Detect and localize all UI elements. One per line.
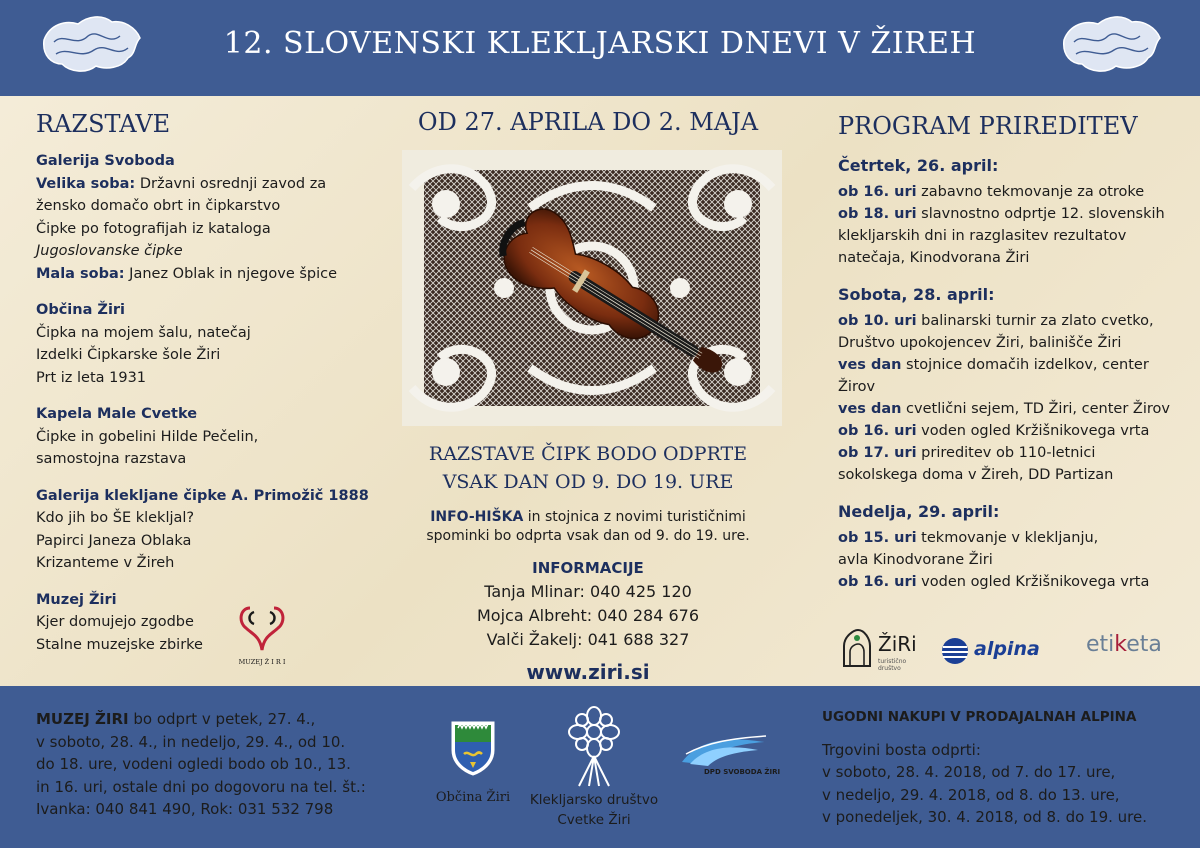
event-line: ves dan cvetlični sejem, TD Žiri, center Žirov bbox=[838, 401, 1170, 417]
event-line: ob 17. uri prireditev ob 110-letnici bbox=[838, 445, 1096, 461]
td-ziri-icon bbox=[838, 626, 876, 670]
group-line: Mala soba: Janez Oblak in njegove špice bbox=[36, 265, 338, 282]
alpina-shopping-block bbox=[822, 706, 1182, 829]
group-line: Čipke po fotografijah iz kataloga bbox=[36, 220, 271, 237]
alpina-globe-icon bbox=[940, 636, 970, 666]
exhibitions-column bbox=[36, 110, 396, 670]
group-line: Čipka na mojem šalu, natečaj bbox=[36, 324, 251, 341]
opening-hours-banner bbox=[392, 440, 784, 496]
etiketa-logo: etiketa bbox=[1086, 632, 1162, 657]
group-line: Stalne muzejske zbirke bbox=[36, 636, 203, 653]
website-link[interactable]: www.ziri.si bbox=[526, 660, 650, 684]
group-title: Muzej Žiri bbox=[36, 591, 117, 608]
event-line: sokolskega doma v Žireh, DD Partizan bbox=[838, 467, 1114, 483]
header-band bbox=[0, 0, 1200, 96]
group-title: Galerija Svoboda bbox=[36, 153, 175, 169]
museum-line: do 18. ure, vodeni ogledi bodo ob 10., 13. bbox=[36, 755, 351, 773]
group-line: Papirci Janeza Oblaka bbox=[36, 532, 192, 549]
museum-line: v soboto, 28. 4., in nedeljo, 29. 4., od 10. bbox=[36, 732, 346, 751]
day-title: Sobota, 28. april: bbox=[838, 285, 995, 304]
event-title: 12. SLOVENSKI KLEKLJARSKI DNEVI V ŽIREH bbox=[223, 26, 977, 61]
group-line: samostojna razstava bbox=[36, 451, 187, 467]
museum-line: in 16. uri, ostale dni po dogovoru na tel. št.: bbox=[36, 777, 366, 796]
event-line: ob 16. uri voden ogled Kržišnikovega vrta bbox=[838, 574, 1150, 590]
opening-line-2: VSAK DAN OD 9. DO 19. URE bbox=[442, 471, 734, 493]
alpina-line: Trgovini bosta odprti: bbox=[822, 740, 981, 759]
dpd-caption: DPD SVOBODA ŽIRI bbox=[704, 768, 781, 776]
event-line: natečaja, Kinodvorana Žiri bbox=[838, 250, 1030, 266]
group-line: žensko domačo obrt in čipkarstvo bbox=[36, 198, 281, 214]
alpina-line: v nedeljo, 29. 4. 2018, od 8. do 13. ure, bbox=[822, 785, 1120, 804]
info-line-1: INFO-HIŠKA in stojnica z novimi turističnimi bbox=[430, 509, 746, 525]
day-title: Četrtek, 26. april: bbox=[838, 156, 999, 175]
alpina-title: UGODNI NAKUPI V PRODAJALNAH ALPINA bbox=[822, 709, 1137, 725]
contact-line: Mojca Albreht: 040 284 676 bbox=[476, 606, 700, 625]
event-line: avla Kinodvorane Žiri bbox=[838, 552, 993, 568]
event-line: ob 18. uri slavnostno odprtje 12. slovenskih bbox=[838, 206, 1165, 222]
group-galerija-svoboda bbox=[36, 150, 396, 285]
group-line: Čipke in gobelini Hilde Pečelin, bbox=[36, 428, 259, 445]
event-line: ob 15. uri tekmovanje v klekljanju, bbox=[838, 530, 1099, 546]
exhibitions-heading: RAZSTAVE bbox=[36, 110, 171, 138]
dpd-svoboda-logo bbox=[678, 734, 788, 778]
info-hiska-text bbox=[392, 508, 784, 546]
museum-line: Ivanka: 040 841 490, Rok: 031 532 798 bbox=[36, 800, 334, 818]
td-ziri-logo: ŽiRi turistično društvo bbox=[838, 626, 924, 670]
museum-line: MUZEJ ŽIRI bo odprt v petek, 27. 4., bbox=[36, 710, 316, 728]
group-line: Kjer domujejo zgodbe bbox=[36, 614, 194, 630]
program-column bbox=[838, 112, 1178, 609]
contact-line: Tanja Mlinar: 040 425 120 bbox=[484, 582, 692, 601]
violin-on-lace-photo bbox=[400, 148, 784, 428]
opening-line-1: RAZSTAVE ČIPK BODO ODPRTE bbox=[428, 443, 748, 465]
contact-line: Valči Žakelj: 041 688 327 bbox=[486, 630, 690, 649]
drustvo-caption: Klekljarsko društvo Cvetke Žiri bbox=[529, 792, 659, 828]
day-sunday bbox=[838, 502, 1178, 593]
obcina-ziri-logo bbox=[428, 720, 518, 820]
muzej-ziri-logo-icon bbox=[232, 600, 292, 670]
coat-of-arms-icon bbox=[450, 720, 496, 776]
event-line: ob 16. uri zabavno tekmovanje za otroke bbox=[838, 184, 1145, 200]
contacts-block bbox=[392, 556, 784, 684]
lace-flower-icon bbox=[559, 706, 629, 790]
alpina-line: v soboto, 28. 4. 2018, od 7. do 17. ure, bbox=[822, 763, 1116, 781]
group-line: Jugoslovanske čipke bbox=[36, 243, 183, 259]
group-line: Velika soba: Državni osrednji zavod za bbox=[36, 175, 327, 192]
group-obcina-ziri bbox=[36, 299, 396, 389]
event-line: ob 16. uri voden ogled Kržišnikovega vrta bbox=[838, 423, 1150, 439]
contacts-title: INFORMACIJE bbox=[532, 559, 644, 577]
group-galerija-primozic bbox=[36, 485, 396, 575]
dpd-swoosh-icon bbox=[678, 734, 768, 768]
event-line: Žirov bbox=[838, 379, 876, 395]
day-title: Nedelja, 29. april: bbox=[838, 502, 1000, 521]
event-line: klekljarskih dni in razglasitev rezultatov bbox=[838, 228, 1127, 244]
group-title: Galerija klekljane čipke A. Primožič 1888 bbox=[36, 487, 369, 504]
alpina-logo: alpina bbox=[940, 636, 1080, 666]
museum-hours bbox=[36, 708, 416, 821]
event-line: Društvo upokojencev Žiri, balinišče Žiri bbox=[838, 335, 1122, 351]
sponsor-logos bbox=[838, 622, 1178, 672]
klekljarsko-drustvo-logo bbox=[524, 706, 664, 836]
group-title: Kapela Male Cvetke bbox=[36, 406, 198, 422]
event-dates: OD 27. APRILA DO 2. MAJA bbox=[417, 108, 759, 136]
slovenia-lace-map-icon-right bbox=[1056, 10, 1166, 80]
event-line: ob 10. uri balinarski turnir za zlato cvetko, bbox=[838, 313, 1154, 329]
svg-text:MUZEJ Ž I R I: MUZEJ Ž I R I bbox=[238, 658, 286, 666]
group-kapela bbox=[36, 403, 396, 471]
program-heading: PROGRAM PRIREDITEV bbox=[838, 112, 1138, 140]
group-line: Izdelki Čipkarske šole Žiri bbox=[36, 347, 221, 363]
group-line: Kdo jih bo ŠE klekljal? bbox=[36, 510, 195, 526]
day-saturday bbox=[838, 285, 1178, 486]
info-line-2: spominki bo odprta vsak dan od 9. do 19. ure. bbox=[426, 528, 750, 544]
event-line: ves dan stojnice domačih izdelkov, center bbox=[838, 357, 1149, 373]
obcina-caption: Občina Žiri bbox=[435, 790, 511, 805]
alpina-line: v ponedeljek, 30. 4. 2018, od 8. do 19. ure. bbox=[822, 808, 1148, 826]
center-column bbox=[392, 108, 784, 136]
group-line: Krizanteme v Žireh bbox=[36, 555, 175, 571]
group-line: Prt iz leta 1931 bbox=[36, 369, 147, 386]
day-thursday bbox=[838, 156, 1178, 269]
group-muzej bbox=[36, 589, 396, 657]
group-title: Občina Žiri bbox=[36, 302, 126, 318]
